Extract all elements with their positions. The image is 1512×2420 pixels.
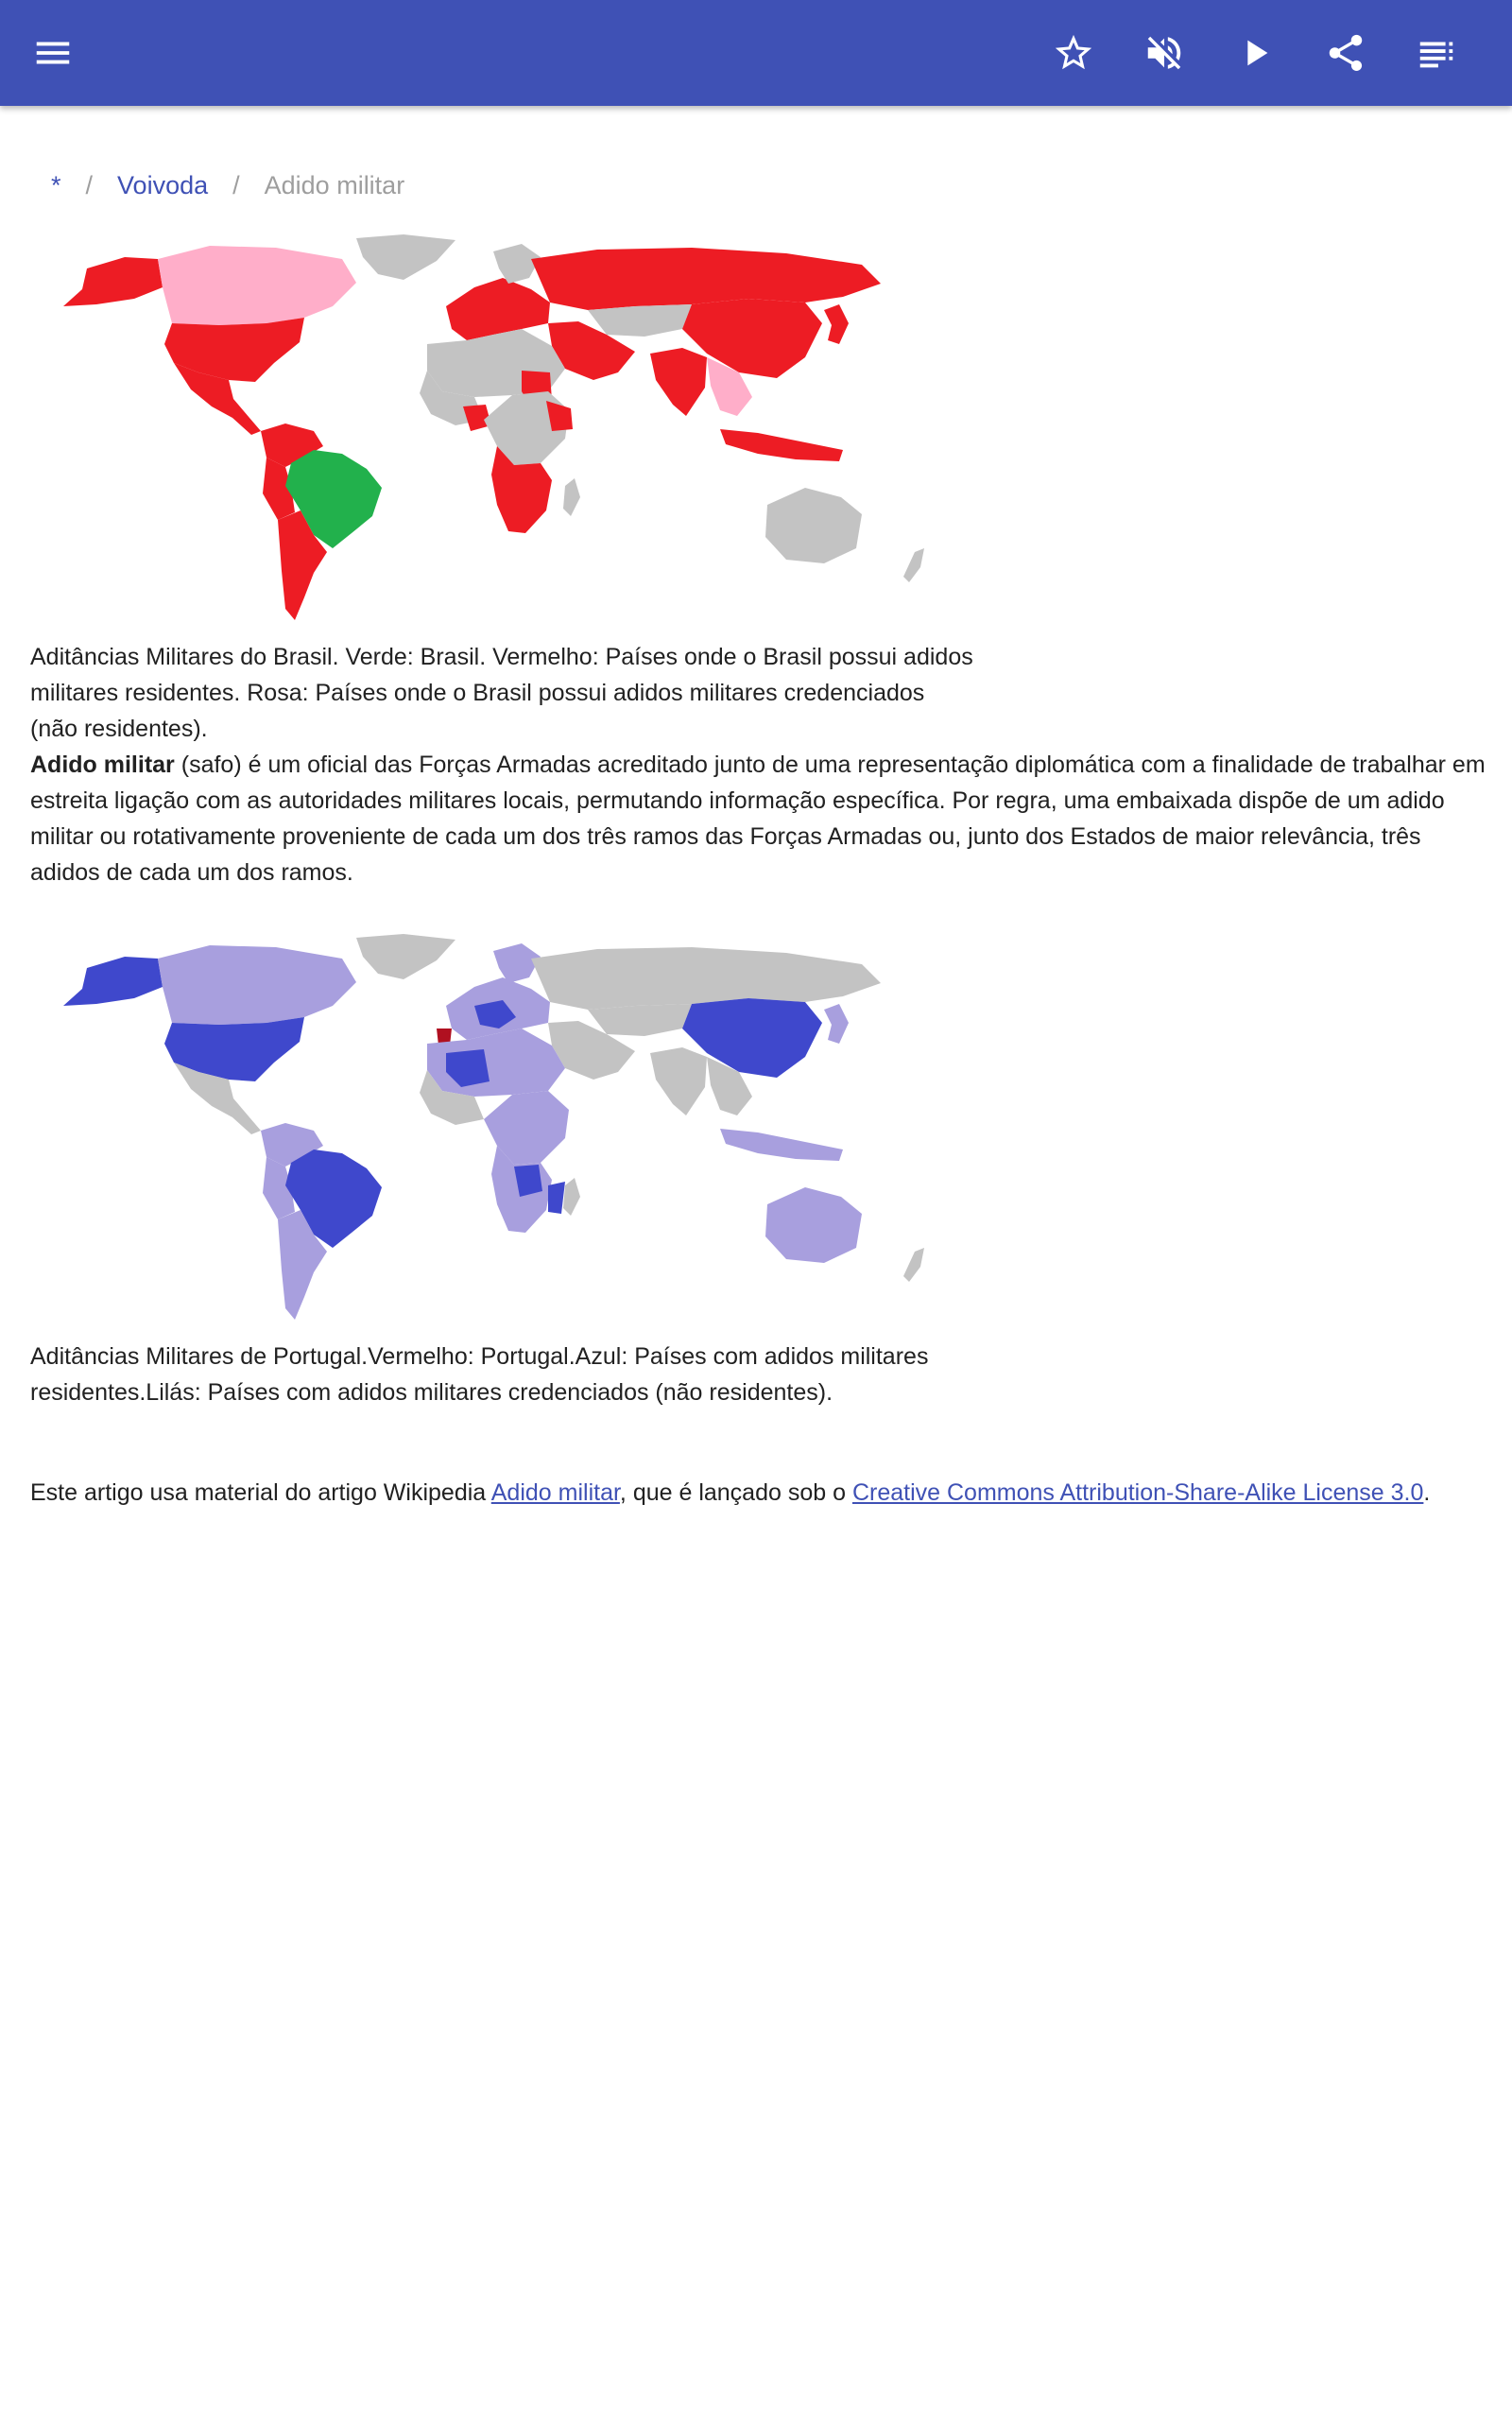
play-icon[interactable] — [1228, 26, 1281, 79]
article-paragraph — [30, 747, 1486, 890]
portugal-military-attache-map[interactable] — [30, 930, 975, 1327]
wikipedia-article-link[interactable]: Adido militar — [490, 1479, 620, 1506]
figure-caption: Aditâncias Militares de Portugal.Vermelho: Portugal.Azul: Países com adidos militares residentes.Lilás: Países com adidos militares credenciados (não residentes). — [30, 1343, 929, 1406]
breadcrumb-separator: / — [85, 171, 94, 199]
footer-suffix: . — [1423, 1479, 1431, 1506]
breadcrumb-current: Adido militar — [264, 171, 405, 199]
volume-off-icon[interactable] — [1138, 26, 1191, 79]
share-icon[interactable] — [1319, 26, 1372, 79]
breadcrumb-home-link[interactable]: * — [51, 171, 61, 199]
breadcrumb-parent-link[interactable]: Voivoda — [117, 171, 209, 199]
figure-brazil — [30, 231, 1486, 747]
article-content — [30, 106, 1486, 1534]
article-term: Adido militar — [30, 752, 175, 778]
app-toolbar — [0, 0, 1512, 106]
license-link[interactable]: Creative Commons Attribution-Share-Alike License 3.0 — [851, 1479, 1424, 1506]
article-body: (safo) é um oficial das Forças Armadas acreditado junto de uma representação diplomática com a finalidade de trabalhar em estreita ligação com as autoridades militares locais, permutando informação específica. Por regra, uma embaixada dispõe de um adido militar ou rotativamente proveniente de cada um dos três ramos das Forças Armadas ou, junto dos Estados de maior relevância, três adidos de cada um dos ramos. — [30, 752, 1486, 886]
attribution-footer — [30, 1475, 1486, 1511]
figure-caption: Aditâncias Militares do Brasil. Verde: Brasil. Vermelho: Países onde o Brasil possui adidos militares residentes. Rosa: Países onde o Brasil possui adidos militares credenciados (não residentes). — [30, 644, 973, 742]
breadcrumb — [51, 170, 1486, 200]
star-outline-icon[interactable] — [1047, 26, 1100, 79]
playlist-icon[interactable] — [1410, 26, 1463, 79]
footer-prefix: Este artigo usa material do artigo Wikipedia — [30, 1479, 491, 1506]
footer-middle: , que é lançado sob o — [619, 1479, 852, 1506]
brazil-military-attache-map[interactable] — [30, 231, 975, 628]
breadcrumb-separator: / — [232, 171, 240, 199]
figure-portugal — [30, 930, 1486, 1410]
menu-icon[interactable] — [26, 26, 79, 79]
